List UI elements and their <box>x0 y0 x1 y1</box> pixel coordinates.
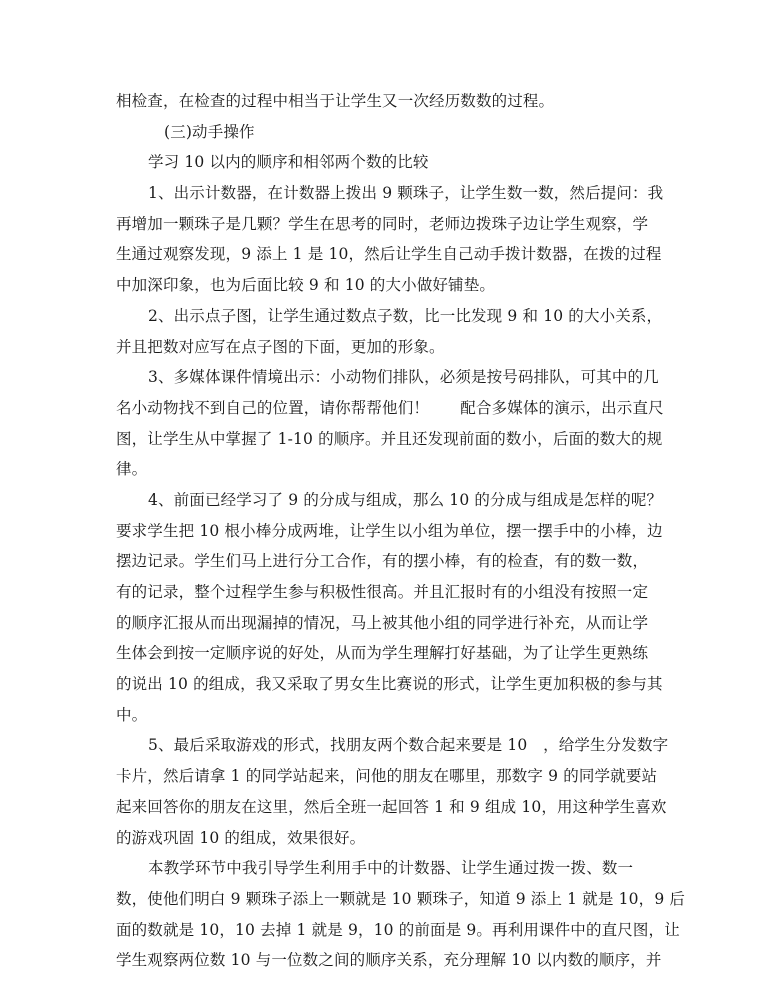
text-line: 4、前面已经学习了 9 的分成与组成，那么 10 的分成与组成是怎样的呢？ <box>148 490 663 509</box>
text-line: 生通过观察发现，9 添上 1 是 10，然后让学生自己动手拨计数器，在拨的过程 <box>116 245 662 264</box>
text-line: 卡片，然后请拿 1 的同学站起来，问他的朋友在哪里，那数字 9 的同学就要站 <box>116 767 658 786</box>
text-line: 摆边记录。学生们马上进行分工合作，有的摆小棒，有的检查，有的数一数， <box>116 552 649 571</box>
text-line: 起来回答你的朋友在这里，然后全班一起回答 1 和 9 组成 10，用这种学生喜欢 <box>116 797 667 816</box>
text-line: 学习 10 以内的顺序和相邻两个数的比较 <box>148 153 429 172</box>
text-line: 律。 <box>116 460 148 479</box>
text-line: 中加深印象，也为后面比较 9 和 10 的大小做好铺垫。 <box>116 276 495 295</box>
text-line: 的顺序汇报从而出现漏掉的情况，马上被其他小组的同学进行补充，从而让学 <box>116 613 649 632</box>
text-line: 并且把数对应写在点子图的下面，更加的形象。 <box>116 337 445 356</box>
text-line: 中。 <box>116 705 148 724</box>
text-line: 名小动物找不到自己的位置，请你帮帮他们！ 配合多媒体的演示，出示直尺 <box>116 398 664 417</box>
document-body <box>116 86 686 976</box>
text-line: 面的数就是 10，10 去掉 1 就是 9，10 的前面是 9。再利用课件中的直尺图，让 <box>116 920 680 939</box>
text-line: 相检查，在检查的过程中相当于让学生又一次经历数数的过程。 <box>116 92 555 110</box>
text-line: 的说出 10 的组成，我又采取了男女生比赛说的形式，让学生更加积极的参与其 <box>116 675 663 694</box>
text-line: 要求学生把 10 根小棒分成两堆，让学生以小组为单位，摆一摆手中的小棒，边 <box>116 521 663 540</box>
text-line: 学生观察两位数 10 与一位数之间的顺序关系，充分理解 10 以内数的顺序，并 <box>116 951 662 970</box>
text-line: 本教学环节中我引导学生利用手中的计数器、让学生通过拨一拨、数一 <box>148 859 634 878</box>
text-line: (三)动手操作 <box>164 122 255 141</box>
text-line: 2、出示点子图，让学生通过数点子数，比一比发现 9 和 10 的大小关系， <box>148 306 663 325</box>
text-line: 再增加一颗珠子是几颗？学生在思考的同时，老师边拨珠子边让学生观察，学 <box>116 214 649 233</box>
text-line: 图，让学生从中掌握了 1-10 的顺序。并且还发现前面的数小，后面的数大的规 <box>116 429 663 448</box>
text-line: 生体会到按一定顺序说的好处，从而为学生理解打好基础，为了让学生更熟练 <box>116 644 649 663</box>
text-line: 1、出示计数器，在计数器上拨出 9 颗珠子，让学生数一数，然后提问：我 <box>148 184 664 203</box>
text-line: 的游戏巩固 10 的组成，效果很好。 <box>116 828 366 847</box>
text-line: 3、多媒体课件情境出示：小动物们排队，必须是按号码排队，可其中的几 <box>148 368 659 387</box>
text-line: 数，使他们明白 9 颗珠子添上一颗就是 10 颗珠子，知道 9 添上 1 就是 10，9 后 <box>116 889 686 908</box>
text-line: 5、最后采取游戏的形式，找朋友两个数合起来要是 10 ，给学生分发数字 <box>148 736 669 755</box>
text-line: 有的记录，整个过程学生参与积极性很高。并且汇报时有的小组没有按照一定 <box>116 583 649 601</box>
